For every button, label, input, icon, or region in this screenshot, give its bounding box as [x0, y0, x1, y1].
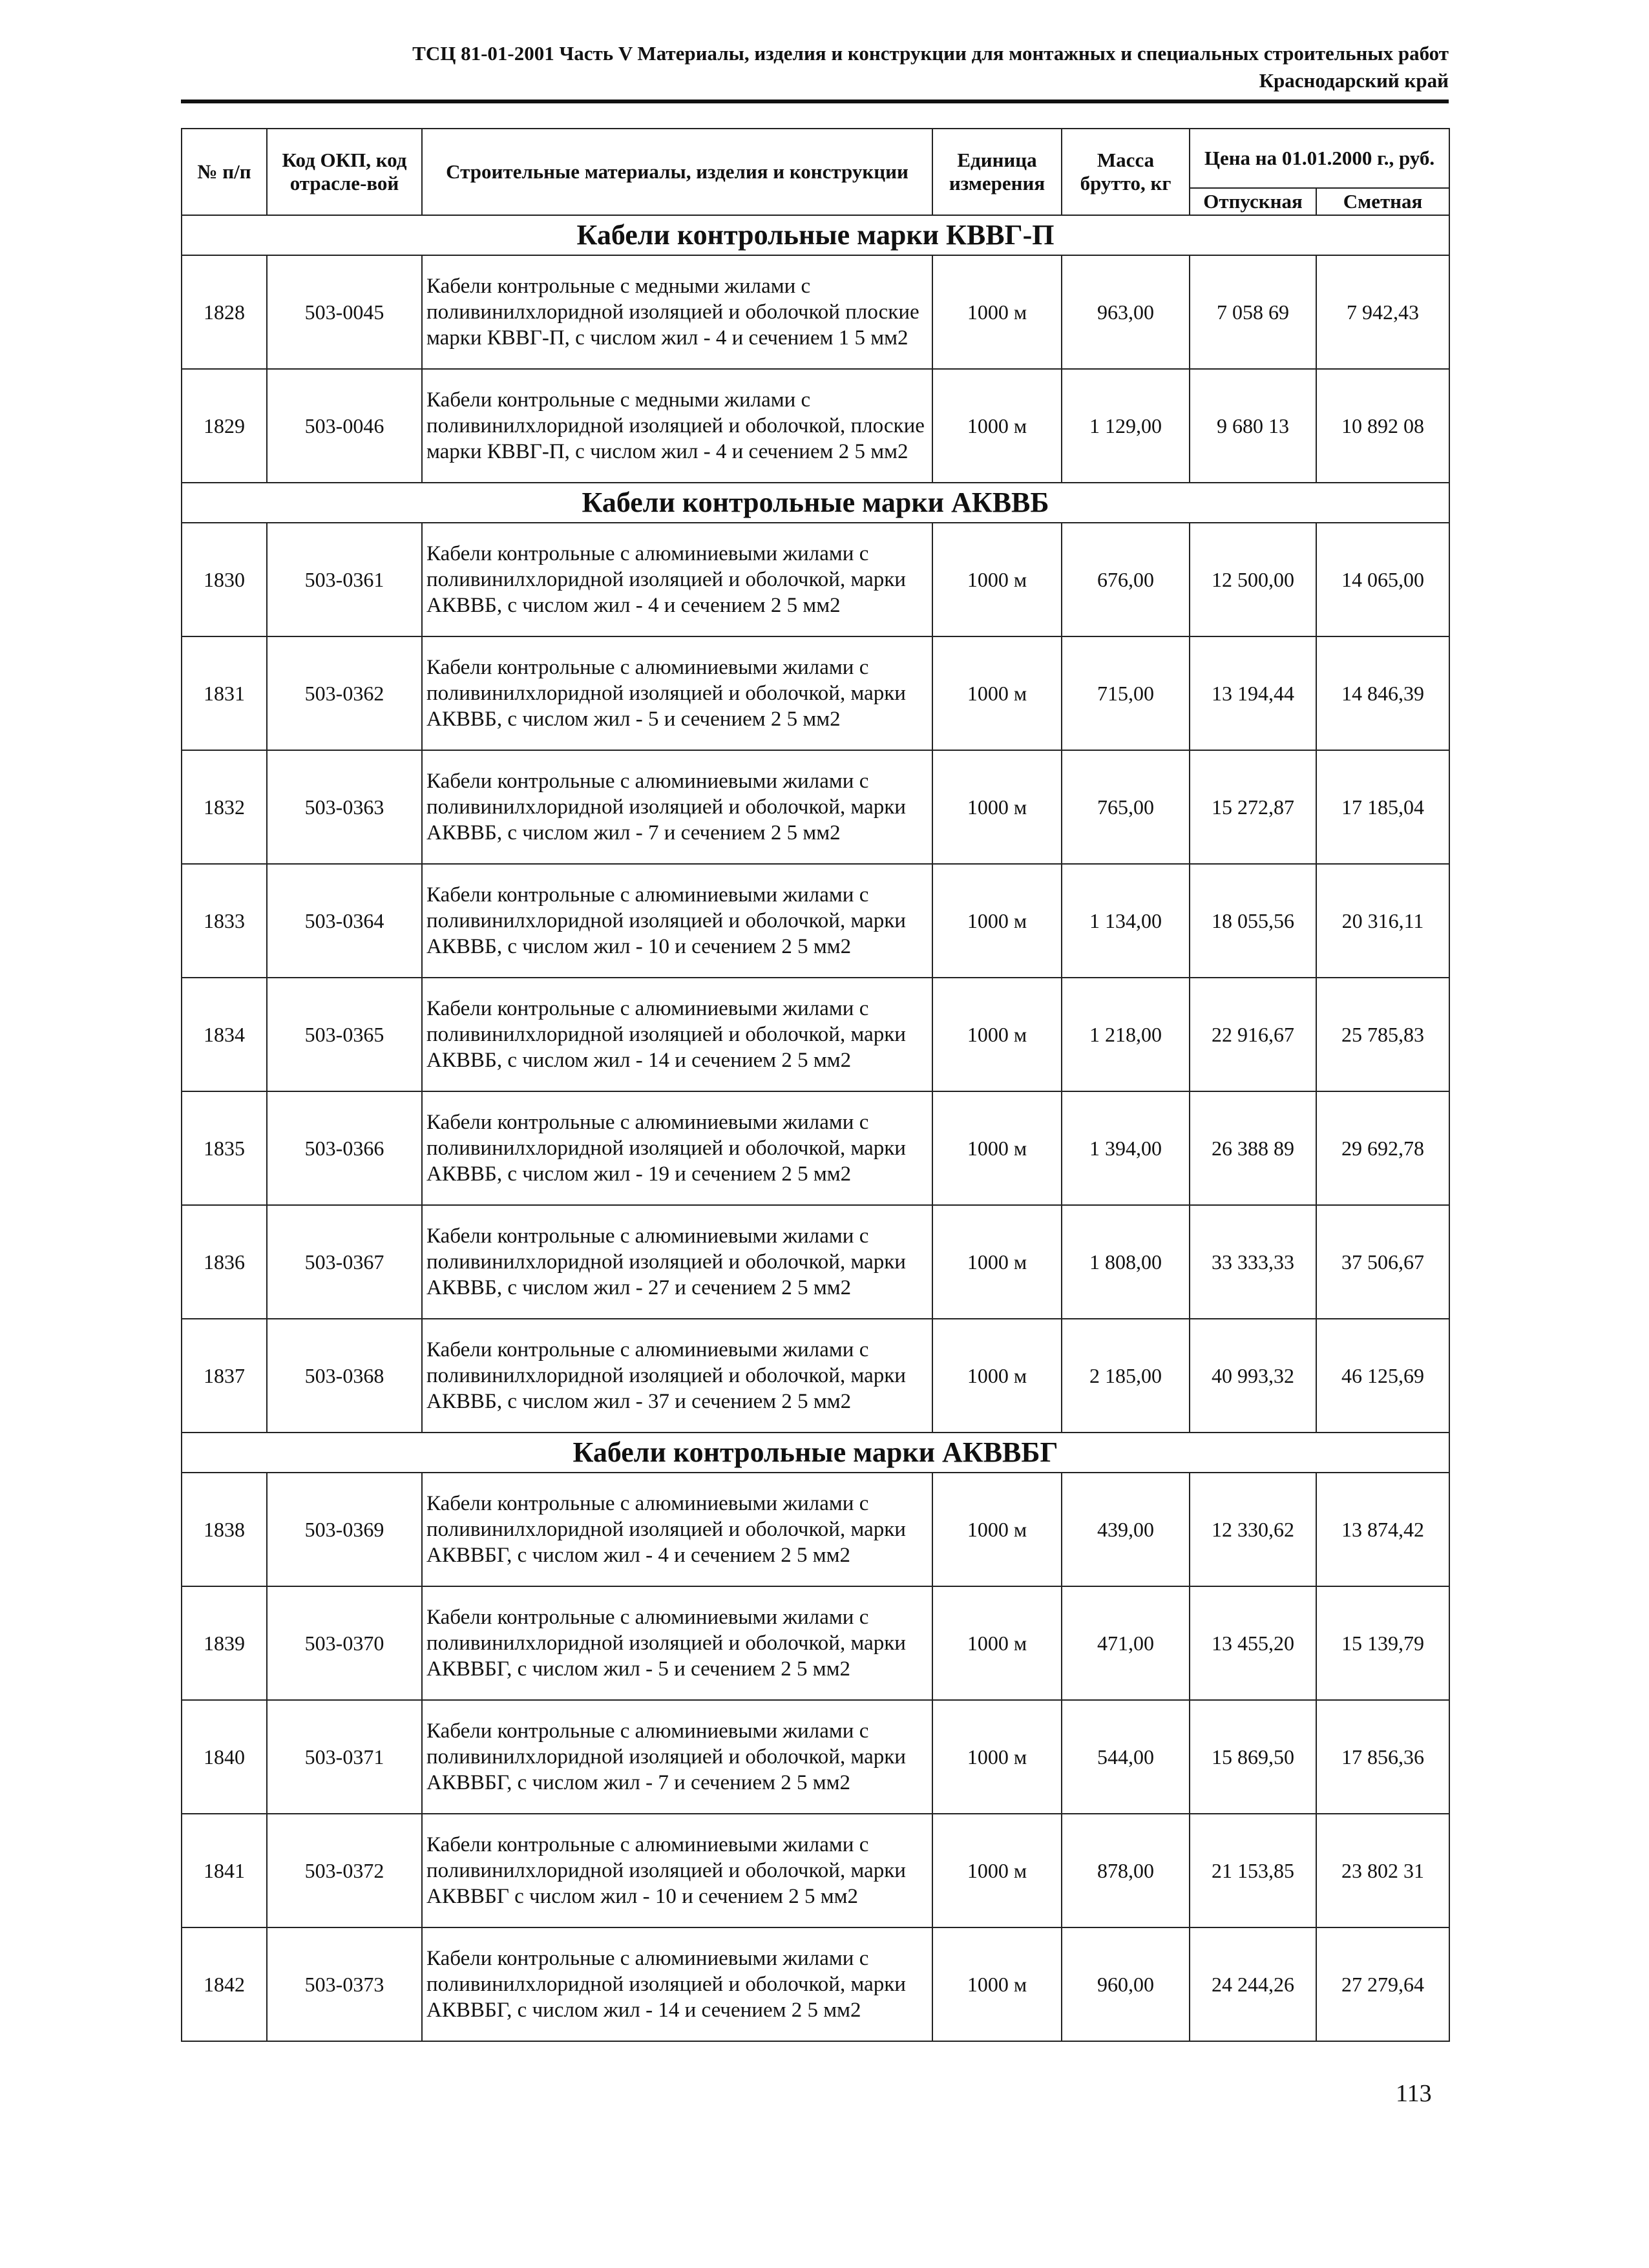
- estimate-price: 14 846,39: [1316, 636, 1449, 750]
- release-price: 15 272,87: [1190, 750, 1316, 864]
- page-number: 113: [1396, 2080, 1432, 2107]
- table-row: [182, 1319, 1449, 1433]
- unit-of-measure: 1000 м: [932, 369, 1062, 483]
- table-row: [182, 255, 1449, 369]
- unit-of-measure: 1000 м: [932, 523, 1062, 636]
- row-number: 1829: [182, 369, 267, 483]
- material-description: Кабели контрольные с алюминиевыми жилами с поливинилхлоридной изоляцией и оболочкой, марки АКВВБГ, с числом жил - 14 и сечением 2 5 мм2: [422, 1927, 932, 2041]
- gross-mass: 1 218,00: [1062, 978, 1190, 1091]
- region-label: Краснодарский край: [1259, 69, 1449, 92]
- unit-of-measure: 1000 м: [932, 1319, 1062, 1433]
- gross-mass: 544,00: [1062, 1700, 1190, 1814]
- header-rule: [181, 100, 1449, 103]
- unit-of-measure: 1000 м: [932, 978, 1062, 1091]
- col-header-mass: Масса брутто, кг: [1062, 129, 1190, 215]
- table-row: [182, 1091, 1449, 1205]
- estimate-price: 25 785,83: [1316, 978, 1449, 1091]
- section-title: Кабели контрольные марки АКВВБ: [182, 483, 1449, 523]
- okp-code: 503-0367: [267, 1205, 422, 1319]
- row-number: 1828: [182, 255, 267, 369]
- section-row: [182, 483, 1449, 523]
- material-description: Кабели контрольные с алюминиевыми жилами с поливинилхлоридной изоляцией и оболочкой, марки АКВВБ, с числом жил - 4 и сечением 2 5 мм2: [422, 523, 932, 636]
- okp-code: 503-0368: [267, 1319, 422, 1433]
- gross-mass: 715,00: [1062, 636, 1190, 750]
- estimate-price: 17 856,36: [1316, 1700, 1449, 1814]
- col-header-num: № п/п: [182, 129, 267, 215]
- table-row: [182, 1927, 1449, 2041]
- estimate-price: 10 892 08: [1316, 369, 1449, 483]
- release-price: 12 330,62: [1190, 1473, 1316, 1586]
- section-title: Кабели контрольные марки АКВВБГ: [182, 1433, 1449, 1473]
- col-header-unit: Единица измерения: [932, 129, 1062, 215]
- okp-code: 503-0369: [267, 1473, 422, 1586]
- release-price: 21 153,85: [1190, 1814, 1316, 1927]
- col-header-estimate-price: Сметная: [1316, 188, 1449, 215]
- release-price: 33 333,33: [1190, 1205, 1316, 1319]
- release-price: 13 455,20: [1190, 1586, 1316, 1700]
- gross-mass: 439,00: [1062, 1473, 1190, 1586]
- material-description: Кабели контрольные с алюминиевыми жилами с поливинилхлоридной изоляцией и оболочкой, марки АКВВБ, с числом жил - 37 и сечением 2 5 мм2: [422, 1319, 932, 1433]
- unit-of-measure: 1000 м: [932, 636, 1062, 750]
- release-price: 13 194,44: [1190, 636, 1316, 750]
- price-table: [181, 128, 1450, 2042]
- material-description: Кабели контрольные с алюминиевыми жилами с поливинилхлоридной изоляцией и оболочкой, марки АКВВБГ, с числом жил - 4 и сечением 2 5 мм2: [422, 1473, 932, 1586]
- row-number: 1831: [182, 636, 267, 750]
- release-price: 26 388 89: [1190, 1091, 1316, 1205]
- section-row: [182, 215, 1449, 255]
- page-header: [181, 40, 1449, 94]
- col-header-code: Код ОКП, код отрасле-вой: [267, 129, 422, 215]
- table-row: [182, 1700, 1449, 1814]
- gross-mass: 963,00: [1062, 255, 1190, 369]
- release-price: 15 869,50: [1190, 1700, 1316, 1814]
- table-header: [182, 129, 1449, 215]
- material-description: Кабели контрольные с алюминиевыми жилами с поливинилхлоридной изоляцией и оболочкой, марки АКВВБ, с числом жил - 10 и сечением 2 5 мм2: [422, 864, 932, 978]
- table-row: [182, 369, 1449, 483]
- estimate-price: 23 802 31: [1316, 1814, 1449, 1927]
- estimate-price: 7 942,43: [1316, 255, 1449, 369]
- col-header-release-price: Отпускная: [1190, 188, 1316, 215]
- table-row: [182, 636, 1449, 750]
- estimate-price: 46 125,69: [1316, 1319, 1449, 1433]
- estimate-price: 27 279,64: [1316, 1927, 1449, 2041]
- gross-mass: 765,00: [1062, 750, 1190, 864]
- row-number: 1841: [182, 1814, 267, 1927]
- estimate-price: 29 692,78: [1316, 1091, 1449, 1205]
- row-number: 1838: [182, 1473, 267, 1586]
- table-row: [182, 1205, 1449, 1319]
- row-number: 1834: [182, 978, 267, 1091]
- material-description: Кабели контрольные с алюминиевыми жилами с поливинилхлоридной изоляцией и оболочкой, марки АКВВБ, с числом жил - 27 и сечением 2 5 мм2: [422, 1205, 932, 1319]
- gross-mass: 1 808,00: [1062, 1205, 1190, 1319]
- section-row: [182, 1433, 1449, 1473]
- unit-of-measure: 1000 м: [932, 1205, 1062, 1319]
- row-number: 1842: [182, 1927, 267, 2041]
- section-title: Кабели контрольные марки КВВГ-П: [182, 215, 1449, 255]
- release-price: 12 500,00: [1190, 523, 1316, 636]
- release-price: 24 244,26: [1190, 1927, 1316, 2041]
- unit-of-measure: 1000 м: [932, 255, 1062, 369]
- row-number: 1836: [182, 1205, 267, 1319]
- unit-of-measure: 1000 м: [932, 1700, 1062, 1814]
- okp-code: 503-0371: [267, 1700, 422, 1814]
- unit-of-measure: 1000 м: [932, 1473, 1062, 1586]
- okp-code: 503-0365: [267, 978, 422, 1091]
- unit-of-measure: 1000 м: [932, 750, 1062, 864]
- material-description: Кабели контрольные с алюминиевыми жилами с поливинилхлоридной изоляцией и оболочкой, марки АКВВБ, с числом жил - 7 и сечением 2 5 мм2: [422, 750, 932, 864]
- table-body: [182, 215, 1449, 2041]
- material-description: Кабели контрольные с алюминиевыми жилами с поливинилхлоридной изоляцией и оболочкой, марки АКВВБ, с числом жил - 19 и сечением 2 5 мм2: [422, 1091, 932, 1205]
- gross-mass: 1 134,00: [1062, 864, 1190, 978]
- gross-mass: 1 129,00: [1062, 369, 1190, 483]
- col-header-price: Цена на 01.01.2000 г., руб.: [1190, 129, 1449, 188]
- material-description: Кабели контрольные с алюминиевыми жилами с поливинилхлоридной изоляцией и оболочкой, марки АКВВБГ, с числом жил - 5 и сечением 2 5 мм2: [422, 1586, 932, 1700]
- unit-of-measure: 1000 м: [932, 1927, 1062, 2041]
- unit-of-measure: 1000 м: [932, 1586, 1062, 1700]
- okp-code: 503-0046: [267, 369, 422, 483]
- gross-mass: 471,00: [1062, 1586, 1190, 1700]
- estimate-price: 37 506,67: [1316, 1205, 1449, 1319]
- material-description: Кабели контрольные с алюминиевыми жилами с поливинилхлоридной изоляцией и оболочкой, марки АКВВБГ, с числом жил - 7 и сечением 2 5 мм2: [422, 1700, 932, 1814]
- document-title: ТСЦ 81-01-2001 Часть V Материалы, изделия и конструкции для монтажных и специальных строительных работ: [412, 42, 1449, 65]
- okp-code: 503-0366: [267, 1091, 422, 1205]
- unit-of-measure: 1000 м: [932, 864, 1062, 978]
- gross-mass: 960,00: [1062, 1927, 1190, 2041]
- table-row: [182, 978, 1449, 1091]
- release-price: 9 680 13: [1190, 369, 1316, 483]
- okp-code: 503-0373: [267, 1927, 422, 2041]
- material-description: Кабели контрольные с алюминиевыми жилами с поливинилхлоридной изоляцией и оболочкой, марки АКВВБ, с числом жил - 14 и сечением 2 5 мм2: [422, 978, 932, 1091]
- gross-mass: 878,00: [1062, 1814, 1190, 1927]
- material-description: Кабели контрольные с медными жилами с поливинилхлоридной изоляцией и оболочкой плоские марки КВВГ-П, с числом жил - 4 и сечением 1 5 мм2: [422, 255, 932, 369]
- release-price: 40 993,32: [1190, 1319, 1316, 1433]
- table-row: [182, 1586, 1449, 1700]
- table-row: [182, 523, 1449, 636]
- row-number: 1835: [182, 1091, 267, 1205]
- row-number: 1837: [182, 1319, 267, 1433]
- table-row: [182, 1814, 1449, 1927]
- col-header-name: Строительные материалы, изделия и конструкции: [422, 129, 932, 215]
- estimate-price: 20 316,11: [1316, 864, 1449, 978]
- row-number: 1832: [182, 750, 267, 864]
- table-row: [182, 864, 1449, 978]
- unit-of-measure: 1000 м: [932, 1814, 1062, 1927]
- estimate-price: 15 139,79: [1316, 1586, 1449, 1700]
- row-number: 1840: [182, 1700, 267, 1814]
- okp-code: 503-0364: [267, 864, 422, 978]
- okp-code: 503-0362: [267, 636, 422, 750]
- row-number: 1830: [182, 523, 267, 636]
- okp-code: 503-0363: [267, 750, 422, 864]
- gross-mass: 1 394,00: [1062, 1091, 1190, 1205]
- table-row: [182, 750, 1449, 864]
- gross-mass: 2 185,00: [1062, 1319, 1190, 1433]
- estimate-price: 14 065,00: [1316, 523, 1449, 636]
- unit-of-measure: 1000 м: [932, 1091, 1062, 1205]
- okp-code: 503-0370: [267, 1586, 422, 1700]
- gross-mass: 676,00: [1062, 523, 1190, 636]
- table-row: [182, 1473, 1449, 1586]
- estimate-price: 13 874,42: [1316, 1473, 1449, 1586]
- row-number: 1833: [182, 864, 267, 978]
- material-description: Кабели контрольные с медными жилами с поливинилхлоридной изоляцией и оболочкой, плоские марки КВВГ-П, с числом жил - 4 и сечением 2 5 мм2: [422, 369, 932, 483]
- material-description: Кабели контрольные с алюминиевыми жилами с поливинилхлоридной изоляцией и оболочкой, марки АКВВБ, с числом жил - 5 и сечением 2 5 мм2: [422, 636, 932, 750]
- release-price: 18 055,56: [1190, 864, 1316, 978]
- okp-code: 503-0372: [267, 1814, 422, 1927]
- release-price: 22 916,67: [1190, 978, 1316, 1091]
- estimate-price: 17 185,04: [1316, 750, 1449, 864]
- release-price: 7 058 69: [1190, 255, 1316, 369]
- row-number: 1839: [182, 1586, 267, 1700]
- material-description: Кабели контрольные с алюминиевыми жилами с поливинилхлоридной изоляцией и оболочкой, марки АКВВБГ с числом жил - 10 и сечением 2 5 мм2: [422, 1814, 932, 1927]
- okp-code: 503-0361: [267, 523, 422, 636]
- okp-code: 503-0045: [267, 255, 422, 369]
